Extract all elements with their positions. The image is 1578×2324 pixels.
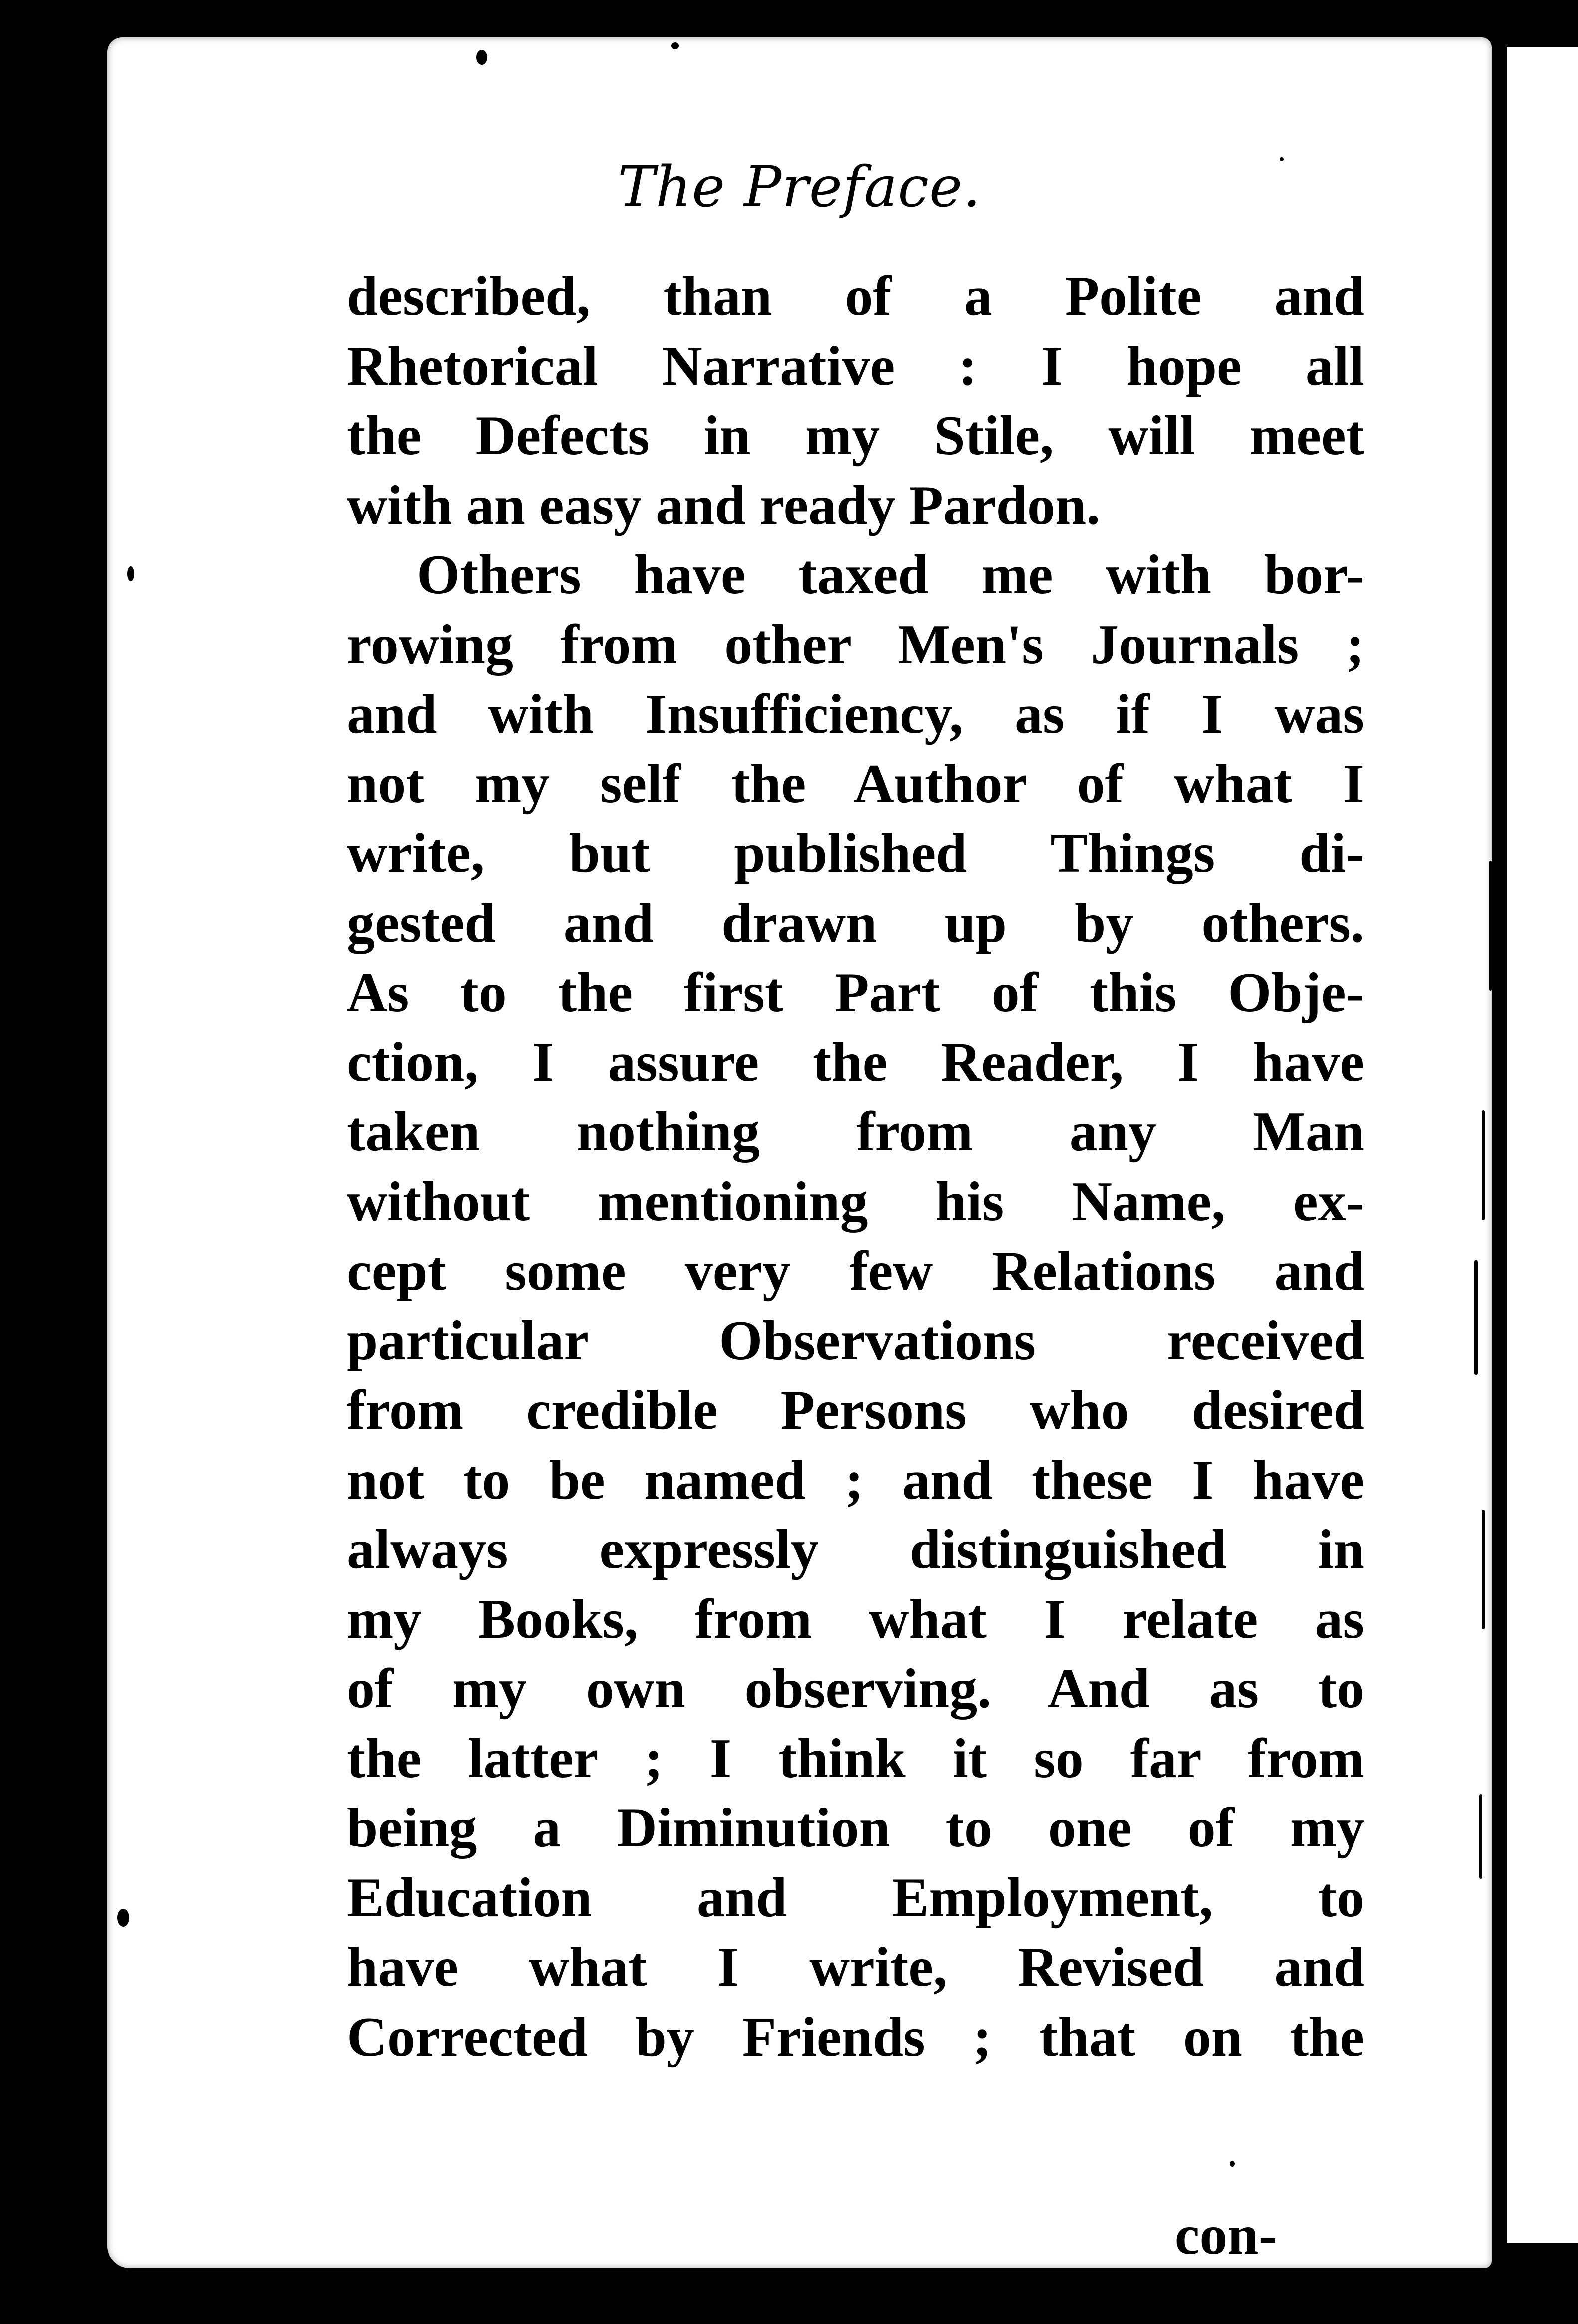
text-line: Corrected by Friends ; that on the (347, 2006, 1364, 2068)
scan-speck (1230, 2161, 1235, 2167)
body-text (347, 262, 1364, 2072)
text-line: being a Diminution to one of my (347, 1797, 1364, 1859)
text-line: Others have taxed me with bor- (417, 544, 1364, 606)
scan-speck (671, 42, 679, 49)
text-line: without mentioning his Name, ex- (347, 1170, 1364, 1233)
scan-speck (1489, 861, 1492, 991)
scan-speck (1482, 1510, 1485, 1629)
text-line: gested and drawn up by others. (347, 892, 1364, 954)
running-head: The Preface. (618, 155, 981, 220)
text-line: always expressly distinguished in (347, 1519, 1364, 1580)
text-line: and with Insufficiency, as if I was (347, 683, 1364, 745)
text-line: from credible Persons who desired (347, 1379, 1364, 1441)
text-line: taken nothing from any Man (347, 1101, 1364, 1163)
scan-speck (1474, 1260, 1478, 1375)
scan-speck (127, 566, 134, 581)
text-line: the Defects in my Stile, will meet (347, 405, 1364, 467)
text-line: described, than of a Polite and (347, 265, 1364, 327)
facing-page-sliver (1507, 47, 1578, 2243)
text-line: my Books, from what I relate as (347, 1588, 1364, 1650)
text-line: write, but published Things di- (347, 822, 1364, 884)
text-line: cept some very few Relations and (347, 1240, 1364, 1302)
catchword: con- (1174, 2204, 1277, 2266)
book-page (107, 37, 1492, 2268)
text-line: the latter ; I think it so far from (347, 1727, 1364, 1790)
text-line: of my own observing. And as to (347, 1658, 1364, 1720)
scan-speck (117, 1909, 129, 1927)
text-line: Education and Employment, to (347, 1866, 1364, 1929)
text-line: not to be named ; and these I have (347, 1449, 1364, 1511)
text-line: not my self the Author of what I (347, 753, 1364, 815)
scan-speck (1482, 1110, 1485, 1220)
scan-speck (476, 50, 487, 65)
scan-speck (1280, 157, 1284, 161)
text-line: rowing from other Men's Journals ; (347, 613, 1364, 676)
text-line: have what I write, Revised and (347, 1936, 1364, 1998)
text-line: particular Observations received (347, 1309, 1364, 1372)
text-line: As to the first Part of this Obje- (347, 962, 1364, 1024)
text-line: ction, I assure the Reader, I have (347, 1031, 1364, 1093)
text-line: Rhetorical Narrative : I hope all (347, 335, 1364, 397)
text-line: with an easy and ready Pardon. (347, 474, 1101, 536)
scan-speck (1479, 1794, 1482, 1879)
